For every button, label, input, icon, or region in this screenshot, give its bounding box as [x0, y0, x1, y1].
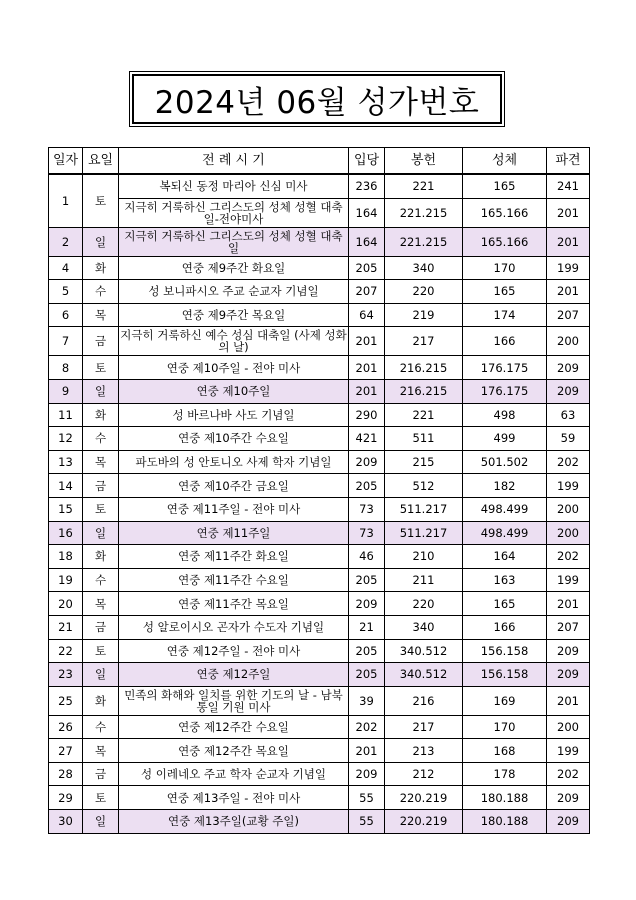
table-row	[49, 303, 590, 327]
cell-liturgy: 민족의 화해와 일치를 위한 기도의 날 - 남북통일 기원 미사	[119, 686, 349, 715]
table-row	[49, 497, 590, 521]
cell-communion: 165	[463, 592, 547, 616]
table-row	[49, 663, 590, 687]
cell-offertory: 511.217	[385, 521, 463, 545]
cell-day: 27	[49, 739, 83, 763]
cell-dismissal: 200	[547, 521, 590, 545]
cell-weekday: 수	[83, 427, 119, 451]
cell-liturgy: 연중 제11주간 목요일	[119, 592, 349, 616]
table-row	[49, 427, 590, 451]
table-row	[49, 403, 590, 427]
cell-offertory: 221	[385, 174, 463, 198]
cell-weekday: 수	[83, 280, 119, 304]
table-row	[49, 379, 590, 403]
cell-entrance: 236	[349, 174, 385, 198]
table-row	[49, 280, 590, 304]
cell-communion: 166	[463, 615, 547, 639]
cell-liturgy: 연중 제10주일	[119, 379, 349, 403]
cell-entrance: 201	[349, 356, 385, 380]
cell-offertory: 340	[385, 256, 463, 280]
cell-offertory: 221	[385, 403, 463, 427]
cell-liturgy: 성 이레네오 주교 학자 순교자 기념일	[119, 762, 349, 786]
cell-liturgy: 연중 제9주간 목요일	[119, 303, 349, 327]
cell-day: 4	[49, 256, 83, 280]
header-dismissal: 파견	[547, 148, 590, 175]
cell-day: 25	[49, 686, 83, 715]
cell-liturgy: 연중 제10주일 - 전야 미사	[119, 356, 349, 380]
cell-weekday: 목	[83, 592, 119, 616]
cell-dismissal: 201	[547, 592, 590, 616]
cell-liturgy: 연중 제11주간 화요일	[119, 545, 349, 569]
cell-entrance: 21	[349, 615, 385, 639]
cell-entrance: 73	[349, 497, 385, 521]
cell-day: 18	[49, 545, 83, 569]
cell-communion: 165.166	[463, 227, 547, 256]
cell-weekday: 수	[83, 715, 119, 739]
table-row	[49, 545, 590, 569]
cell-communion: 165	[463, 280, 547, 304]
cell-liturgy: 연중 제13주일 - 전야 미사	[119, 786, 349, 810]
cell-offertory: 211	[385, 568, 463, 592]
cell-liturgy: 연중 제12주일	[119, 663, 349, 687]
table-row	[49, 521, 590, 545]
cell-offertory: 219	[385, 303, 463, 327]
cell-entrance: 205	[349, 256, 385, 280]
cell-weekday: 토	[83, 786, 119, 810]
cell-entrance: 46	[349, 545, 385, 569]
cell-entrance: 205	[349, 639, 385, 663]
cell-offertory: 511	[385, 427, 463, 451]
cell-day: 1	[49, 174, 83, 227]
cell-day: 20	[49, 592, 83, 616]
cell-communion: 178	[463, 762, 547, 786]
cell-entrance: 209	[349, 450, 385, 474]
table-row	[49, 450, 590, 474]
table-row	[49, 615, 590, 639]
cell-communion: 170	[463, 256, 547, 280]
cell-liturgy: 지극히 거룩하신 그리스도의 성체 성혈 대축일	[119, 227, 349, 256]
cell-communion: 166	[463, 327, 547, 356]
cell-offertory: 512	[385, 474, 463, 498]
cell-communion: 165.166	[463, 198, 547, 227]
cell-entrance: 201	[349, 327, 385, 356]
cell-entrance: 73	[349, 521, 385, 545]
cell-offertory: 216.215	[385, 379, 463, 403]
cell-communion: 169	[463, 686, 547, 715]
cell-communion: 156.158	[463, 663, 547, 687]
cell-communion: 164	[463, 545, 547, 569]
cell-dismissal: 209	[547, 639, 590, 663]
cell-weekday: 일	[83, 663, 119, 687]
cell-liturgy: 연중 제13주일(교황 주일)	[119, 810, 349, 834]
table-row	[49, 810, 590, 834]
cell-offertory: 213	[385, 739, 463, 763]
header-entrance: 입당	[349, 148, 385, 175]
cell-weekday: 일	[83, 521, 119, 545]
cell-liturgy: 지극히 거룩하신 그리스도의 성체 성혈 대축일-전야미사	[119, 198, 349, 227]
cell-liturgy: 연중 제11주일	[119, 521, 349, 545]
header-communion: 성체	[463, 148, 547, 175]
cell-dismissal: 199	[547, 474, 590, 498]
table-row	[49, 762, 590, 786]
cell-liturgy: 연중 제9주간 화요일	[119, 256, 349, 280]
cell-communion: 498.499	[463, 521, 547, 545]
cell-weekday: 목	[83, 450, 119, 474]
cell-day: 29	[49, 786, 83, 810]
cell-communion: 170	[463, 715, 547, 739]
cell-offertory: 221.215	[385, 198, 463, 227]
cell-entrance: 209	[349, 762, 385, 786]
cell-communion: 176.175	[463, 379, 547, 403]
cell-dismissal: 209	[547, 379, 590, 403]
cell-weekday: 화	[83, 403, 119, 427]
cell-offertory: 216.215	[385, 356, 463, 380]
cell-entrance: 290	[349, 403, 385, 427]
table-row	[49, 715, 590, 739]
cell-dismissal: 209	[547, 786, 590, 810]
cell-entrance: 164	[349, 198, 385, 227]
cell-dismissal: 209	[547, 356, 590, 380]
cell-weekday: 목	[83, 739, 119, 763]
cell-liturgy: 지극히 거룩하신 예수 성심 대축일 (사제 성화의 날)	[120, 328, 347, 355]
cell-dismissal: 241	[547, 174, 590, 198]
cell-day: 28	[49, 762, 83, 786]
cell-communion: 165	[463, 174, 547, 198]
cell-offertory: 215	[385, 450, 463, 474]
cell-entrance: 205	[349, 568, 385, 592]
cell-dismissal: 201	[547, 198, 590, 227]
cell-liturgy: 연중 제12주간 목요일	[119, 739, 349, 763]
cell-liturgy: 성 알로이시오 곤자가 수도자 기념일	[119, 615, 349, 639]
cell-liturgy: 성 보니파시오 주교 순교자 기념일	[119, 280, 349, 304]
table-row	[49, 256, 590, 280]
cell-entrance: 207	[349, 280, 385, 304]
cell-day: 23	[49, 663, 83, 687]
cell-dismissal: 199	[547, 739, 590, 763]
cell-weekday: 일	[83, 810, 119, 834]
cell-communion: 182	[463, 474, 547, 498]
cell-communion: 168	[463, 739, 547, 763]
cell-weekday: 목	[83, 303, 119, 327]
cell-weekday: 화	[83, 545, 119, 569]
cell-offertory: 220.219	[385, 810, 463, 834]
page-title: 2024년 06월 성가번호	[132, 74, 502, 124]
cell-dismissal: 200	[547, 715, 590, 739]
cell-dismissal: 201	[547, 686, 590, 715]
cell-day: 12	[49, 427, 83, 451]
cell-liturgy: 복되신 동정 마리아 신심 미사	[119, 174, 349, 198]
cell-weekday: 토	[83, 639, 119, 663]
cell-day: 13	[49, 450, 83, 474]
cell-day: 14	[49, 474, 83, 498]
cell-communion: 498.499	[463, 497, 547, 521]
cell-communion: 180.188	[463, 810, 547, 834]
cell-dismissal: 202	[547, 450, 590, 474]
table-row	[49, 198, 590, 227]
cell-day: 5	[49, 280, 83, 304]
cell-liturgy: 연중 제10주간 수요일	[119, 427, 349, 451]
cell-day: 2	[49, 227, 83, 256]
table-row	[49, 686, 590, 715]
cell-offertory: 340	[385, 615, 463, 639]
cell-day: 15	[49, 497, 83, 521]
cell-communion: 180.188	[463, 786, 547, 810]
cell-entrance: 202	[349, 715, 385, 739]
table-row	[49, 568, 590, 592]
cell-offertory: 217	[385, 327, 463, 356]
cell-dismissal: 63	[547, 403, 590, 427]
cell-communion: 176.175	[463, 356, 547, 380]
cell-liturgy: 연중 제11주일 - 전야 미사	[119, 497, 349, 521]
cell-weekday: 수	[83, 568, 119, 592]
cell-communion: 501.502	[463, 450, 547, 474]
header-weekday: 요일	[83, 148, 119, 175]
cell-day: 16	[49, 521, 83, 545]
cell-liturgy: 연중 제11주간 수요일	[119, 568, 349, 592]
cell-dismissal: 209	[547, 663, 590, 687]
cell-weekday: 금	[83, 615, 119, 639]
cell-dismissal: 199	[547, 568, 590, 592]
cell-weekday: 화	[83, 256, 119, 280]
cell-weekday: 금	[83, 474, 119, 498]
cell-communion: 174	[463, 303, 547, 327]
cell-dismissal: 207	[547, 615, 590, 639]
table-row	[49, 739, 590, 763]
cell-weekday: 금	[83, 762, 119, 786]
table-row	[49, 356, 590, 380]
hymn-schedule-table	[48, 147, 590, 834]
table-row	[49, 174, 590, 198]
cell-offertory: 220	[385, 592, 463, 616]
cell-entrance: 421	[349, 427, 385, 451]
cell-entrance: 205	[349, 474, 385, 498]
cell-entrance: 201	[349, 379, 385, 403]
cell-weekday: 일	[83, 227, 119, 256]
cell-entrance: 39	[349, 686, 385, 715]
cell-weekday: 토	[83, 356, 119, 380]
cell-entrance: 55	[349, 810, 385, 834]
cell-offertory: 511.217	[385, 497, 463, 521]
cell-dismissal: 201	[547, 280, 590, 304]
cell-weekday: 일	[83, 379, 119, 403]
table-row	[49, 327, 590, 356]
cell-entrance: 201	[349, 739, 385, 763]
cell-offertory: 212	[385, 762, 463, 786]
cell-dismissal: 207	[547, 303, 590, 327]
table-row	[49, 639, 590, 663]
cell-communion: 163	[463, 568, 547, 592]
header-liturgy: 전 례 시 기	[119, 148, 349, 175]
cell-day: 8	[49, 356, 83, 380]
table-row	[49, 474, 590, 498]
cell-communion: 498	[463, 403, 547, 427]
cell-entrance: 55	[349, 786, 385, 810]
cell-weekday: 토	[83, 174, 119, 227]
cell-dismissal: 200	[547, 497, 590, 521]
table-row	[49, 227, 590, 256]
cell-day: 19	[49, 568, 83, 592]
cell-entrance: 64	[349, 303, 385, 327]
cell-day: 22	[49, 639, 83, 663]
cell-liturgy: 성 바르나바 사도 기념일	[119, 403, 349, 427]
cell-dismissal: 202	[547, 762, 590, 786]
cell-offertory: 220.219	[385, 786, 463, 810]
cell-day: 30	[49, 810, 83, 834]
cell-dismissal: 209	[547, 810, 590, 834]
cell-offertory: 340.512	[385, 639, 463, 663]
cell-dismissal: 202	[547, 545, 590, 569]
cell-offertory: 210	[385, 545, 463, 569]
cell-weekday: 토	[83, 497, 119, 521]
cell-entrance: 164	[349, 227, 385, 256]
cell-dismissal: 201	[547, 227, 590, 256]
cell-liturgy: 연중 제12주일 - 전야 미사	[119, 639, 349, 663]
cell-offertory: 220	[385, 280, 463, 304]
cell-offertory: 217	[385, 715, 463, 739]
cell-communion: 499	[463, 427, 547, 451]
cell-day: 21	[49, 615, 83, 639]
header-day: 일자	[49, 148, 83, 175]
table-row	[49, 592, 590, 616]
cell-dismissal: 200	[547, 327, 590, 356]
cell-day: 11	[49, 403, 83, 427]
header-row	[49, 148, 590, 175]
cell-day: 26	[49, 715, 83, 739]
cell-offertory: 216	[385, 686, 463, 715]
cell-entrance: 209	[349, 592, 385, 616]
cell-liturgy: 연중 제12주간 수요일	[119, 715, 349, 739]
cell-offertory: 221.215	[385, 227, 463, 256]
cell-dismissal: 199	[547, 256, 590, 280]
cell-communion: 156.158	[463, 639, 547, 663]
cell-liturgy: 파도바의 성 안토니오 사제 학자 기념일	[119, 450, 349, 474]
table-row	[49, 786, 590, 810]
cell-entrance: 205	[349, 663, 385, 687]
header-offertory: 봉헌	[385, 148, 463, 175]
cell-day: 6	[49, 303, 83, 327]
cell-weekday: 금	[83, 327, 119, 356]
cell-dismissal: 59	[547, 427, 590, 451]
cell-liturgy: 연중 제10주간 금요일	[119, 474, 349, 498]
cell-offertory: 340.512	[385, 663, 463, 687]
cell-day: 9	[49, 379, 83, 403]
cell-weekday: 화	[83, 686, 119, 715]
cell-day: 7	[49, 327, 83, 356]
